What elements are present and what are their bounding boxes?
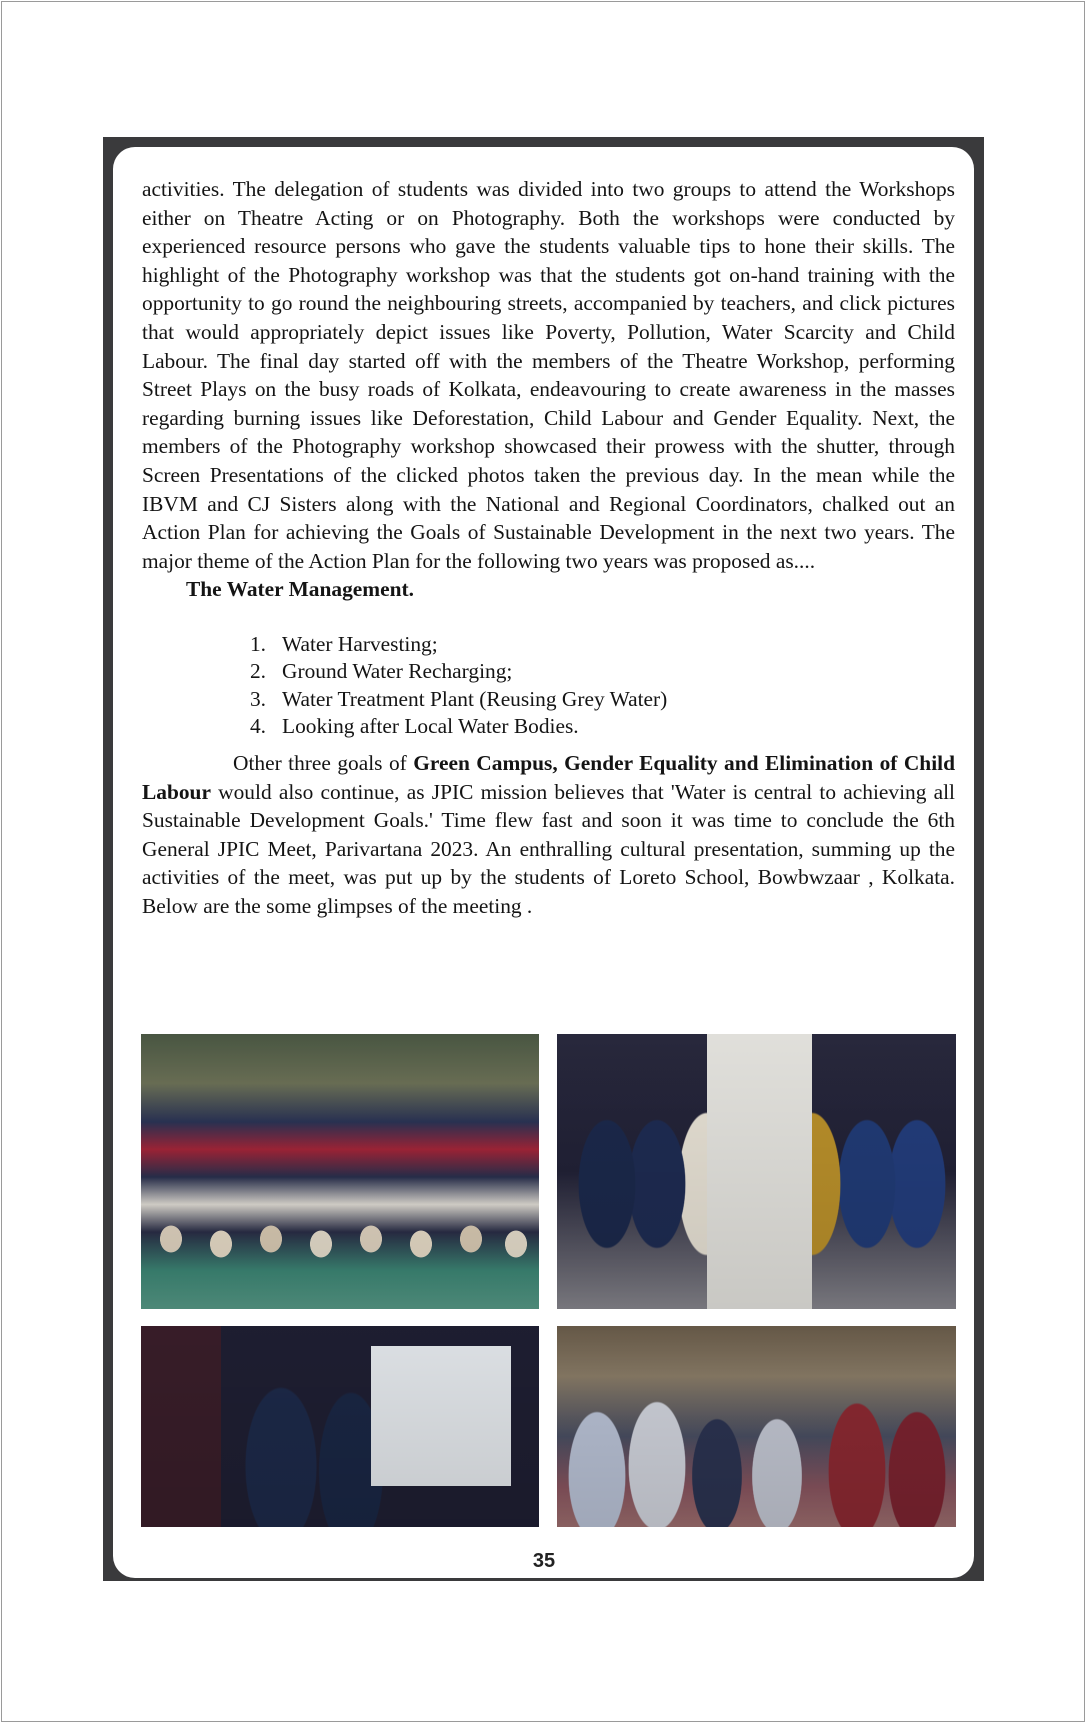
list-number: 4. xyxy=(249,714,266,739)
list-number: 2. xyxy=(249,659,266,684)
section-heading: The Water Management. xyxy=(186,577,414,602)
paragraph-activities: activities. The delegation of students was divided into two groups to attend the Workshops either on Theatre Acting or on Photography. Both the workshops were conducted by experienced resource persons who gave the students valuable tips to hone their skills. The highlight of the Photography workshop was that the students got on-hand training with the opportunity to go round the neighbouring streets, accompanied by teachers, and click pictures that would appropriately depict issues like Poverty, Pollution, Water Scarcity and Child Labour. The final day started off with the members of the Theatre Workshop, performing Street Plays on the busy roads of Kolkata, endeavouring to create awareness in the masses regarding burning issues like Deforestation, Child Labour and Gender Equality. Next, the members of the Photography workshop showcased their prowess with the shutter, through Screen Presentations of the clicked photos taken the previous day. In the mean while the IBVM and CJ Sisters along with the National and Regional Coordinators, chalked out an Action Plan for achieving the Goals of Sustainable Development in the next two years. The major theme of the Action Plan for the following two years was proposed as.... xyxy=(142,177,955,573)
water-management-list xyxy=(142,631,955,741)
photo-students-reading xyxy=(141,1326,539,1527)
list-text: Looking after Local Water Bodies. xyxy=(282,714,579,739)
list-item xyxy=(142,686,955,714)
photo-group-students xyxy=(141,1034,539,1309)
goals-lead-text: Other three goals of xyxy=(233,750,414,775)
list-number: 3. xyxy=(249,686,266,711)
list-text: Ground Water Recharging; xyxy=(282,659,513,684)
goals-bold-text: Green Campus, Gender Equality and Elimination of Child Labour xyxy=(142,750,955,804)
list-item xyxy=(142,658,955,686)
list-number: 1. xyxy=(249,631,266,656)
page-number: 35 xyxy=(532,1550,556,1572)
list-text: Water Harvesting; xyxy=(282,631,438,656)
goals-rest-text: would also continue, as JPIC mission believes that 'Water is central to achieving all Sustainable Development Goals.' Time flew fast and soon it was time to conclude the 6th General JPIC Meet, Parivartana 2023. An enthralling cultural presentation, summing up the activities of the meet, was put up by the students of Loreto School, Bowbwzaar , Kolkata. Below are the some glimpses of the meeting . xyxy=(142,779,955,918)
list-text: Water Treatment Plant (Reusing Grey Water) xyxy=(282,686,668,711)
paragraph-goals xyxy=(142,749,955,921)
article-body xyxy=(142,175,955,920)
photo-guests-stage xyxy=(557,1034,956,1309)
photo-students-selfie xyxy=(557,1326,956,1527)
list-item xyxy=(142,631,955,659)
list-item xyxy=(142,713,955,741)
